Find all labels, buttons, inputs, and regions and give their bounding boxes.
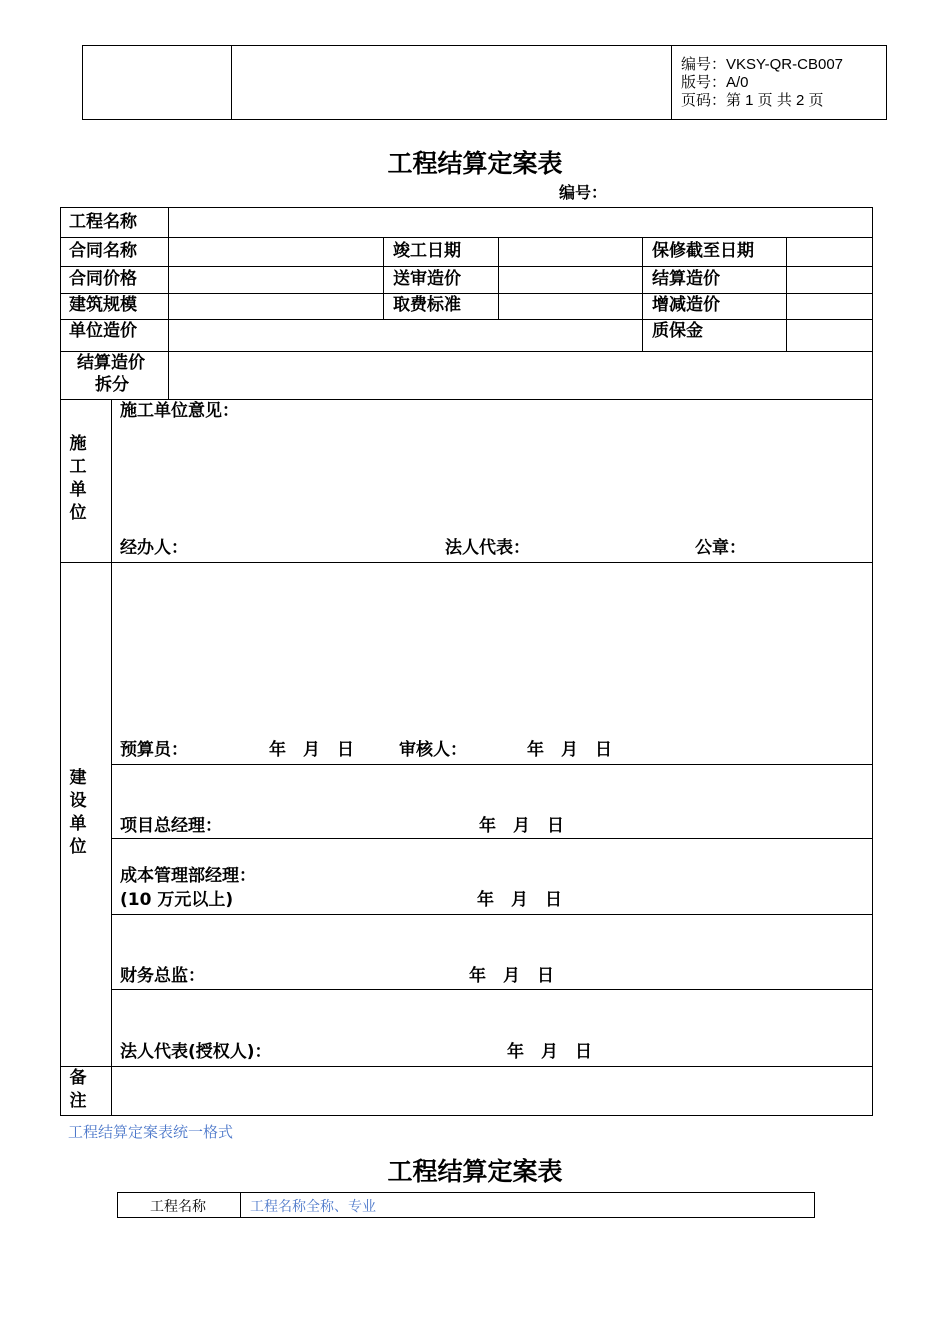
submitted-cost-label: 送审造价 — [393, 269, 461, 289]
contract-name-label: 合同名称 — [69, 241, 137, 261]
cost-manager-date: 年 月 日 — [477, 890, 562, 910]
building-scale-label: 建筑规模 — [69, 295, 137, 315]
budgeter-date: 年 月 日 — [269, 740, 354, 760]
form-number-label: 编号： — [559, 183, 608, 202]
reviewer-label: 审核人： — [399, 740, 467, 760]
seal-label: 公章： — [695, 538, 746, 558]
finance-director-label: 财务总监： — [120, 966, 205, 986]
authorized-rep-label: 法人代表(授权人)： — [120, 1042, 272, 1062]
project-name-input[interactable] — [169, 208, 872, 237]
template-title: 工程结算定案表 — [387, 1157, 563, 1186]
contract-price-label: 合同价格 — [69, 269, 137, 289]
cost-manager-label: 成本管理部经理： — [120, 866, 256, 886]
template-project-name-label: 工程名称 — [150, 1199, 206, 1215]
project-gm-date: 年 月 日 — [479, 816, 564, 836]
page-number: 页码：第 1 页 共 2 页 — [681, 92, 824, 109]
finance-director-date: 年 月 日 — [469, 966, 554, 986]
budgeter-label: 预算员： — [120, 740, 188, 760]
project-gm-label: 项目总经理： — [120, 816, 222, 836]
construction-unit-side-label: 施 工 单 位 — [69, 434, 87, 523]
cost-breakdown-label-1: 结算造价 — [77, 353, 145, 373]
fee-standard-label: 取费标准 — [393, 295, 461, 315]
owner-unit-side-label: 建 设 单 位 — [69, 768, 87, 857]
remarks-input[interactable] — [112, 1067, 872, 1115]
warranty-end-label: 保修截至日期 — [652, 241, 754, 261]
cost-change-label: 增减造价 — [652, 295, 720, 315]
settlement-cost-label: 结算造价 — [652, 269, 720, 289]
contractor-legal-rep-label: 法人代表： — [445, 538, 530, 558]
contractor-opinion-label: 施工单位意见： — [120, 401, 239, 421]
retention-label: 质保金 — [652, 321, 703, 341]
form-title: 工程结算定案表 — [387, 149, 563, 178]
version-number: 版号：A/0 — [681, 74, 749, 91]
completion-date-label: 竣工日期 — [393, 241, 461, 261]
cost-breakdown-label-2: 拆分 — [95, 375, 129, 395]
project-name-label: 工程名称 — [69, 212, 137, 232]
unit-cost-label: 单位造价 — [69, 321, 137, 341]
template-project-name-value: 工程名称全称、专业 — [250, 1199, 376, 1215]
doc-number: 编号：VKSY-QR-CB007 — [681, 56, 843, 73]
handler-label: 经办人： — [120, 538, 188, 558]
reviewer-date: 年 月 日 — [527, 740, 612, 760]
cost-manager-note: (10 万元以上) — [120, 890, 234, 910]
remarks-side-label: 备 注 — [69, 1068, 87, 1111]
authorized-rep-date: 年 月 日 — [507, 1042, 592, 1062]
template-caption: 工程结算定案表统一格式 — [68, 1123, 234, 1141]
